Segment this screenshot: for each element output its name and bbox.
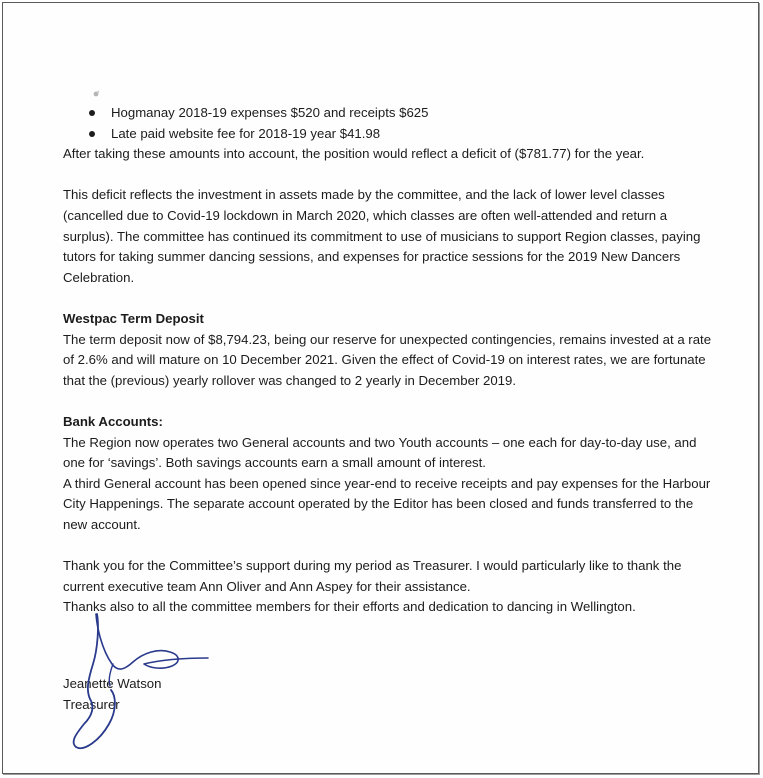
term-deposit-paragraph: The term deposit now of $8,794.23, being our reserve for unexpected contingencies, remains invested at a rate of 2.6% and will mature on 10 December 2021. Given the effect of Covid-19 on interest rates, we are fortunate that the (previous) yearly rollover was changed to 2 yearly in December 2019. xyxy=(63,331,712,388)
bullet-text: Hogmanay 2018-19 expenses $520 and receipts $625 xyxy=(111,105,429,120)
bullet-text: Late paid website fee for 2018-19 year $41.98 xyxy=(111,125,381,141)
signatory-name: Jeanette Watson xyxy=(63,676,162,691)
bank-accounts-paragraph: The Region now operates two General accounts and two Youth accounts – one each for day-to-day use, and one for ‘savings’. Both savings accounts earn a small amount of interest. xyxy=(63,434,697,471)
expense-bullet-list xyxy=(63,103,713,144)
signoff-block xyxy=(63,674,161,715)
list-item xyxy=(63,124,713,145)
thanks-committee-paragraph: Thanks also to all the committee members for their efforts and dedication to dancing in Wellington. xyxy=(63,599,636,615)
scan-speck xyxy=(92,89,102,99)
document-body xyxy=(63,103,713,618)
deficit-reasons-paragraph: This deficit reflects the investment in assets made by the committee, and the lack of lower level classes (cancelled due to Covid-19 lockdown in March 2020, which classes are often well-attended and return a surplus). The committee has continued its commitment to use of musicians to support Region classes, paying tutors for taking summer dancing sessions, and expenses for practice sessions for the 2019 New Dancers Celebration. xyxy=(63,187,701,285)
bank-accounts-heading: Bank Accounts: xyxy=(63,413,163,429)
deficit-position-paragraph: After taking these amounts into account, the position would reflect a deficit of ($781.77) for the year. xyxy=(63,146,645,162)
bullet-icon xyxy=(89,131,95,137)
thanks-paragraph: Thank you for the Committee’s support during my period as Treasurer. I would particularly like to thank the current executive team Ann Oliver and Ann Aspey for their assistance. xyxy=(63,558,682,594)
bullet-icon xyxy=(89,110,95,116)
signatory-title: Treasurer xyxy=(63,696,120,712)
term-deposit-heading: Westpac Term Deposit xyxy=(63,310,204,326)
list-item xyxy=(63,103,713,124)
new-account-paragraph: A third General account has been opened since year-end to receive receipts and pay expenses for the Harbour City Happenings. The separate account operated by the Editor has been closed and funds transferred to the new account. xyxy=(63,475,711,532)
